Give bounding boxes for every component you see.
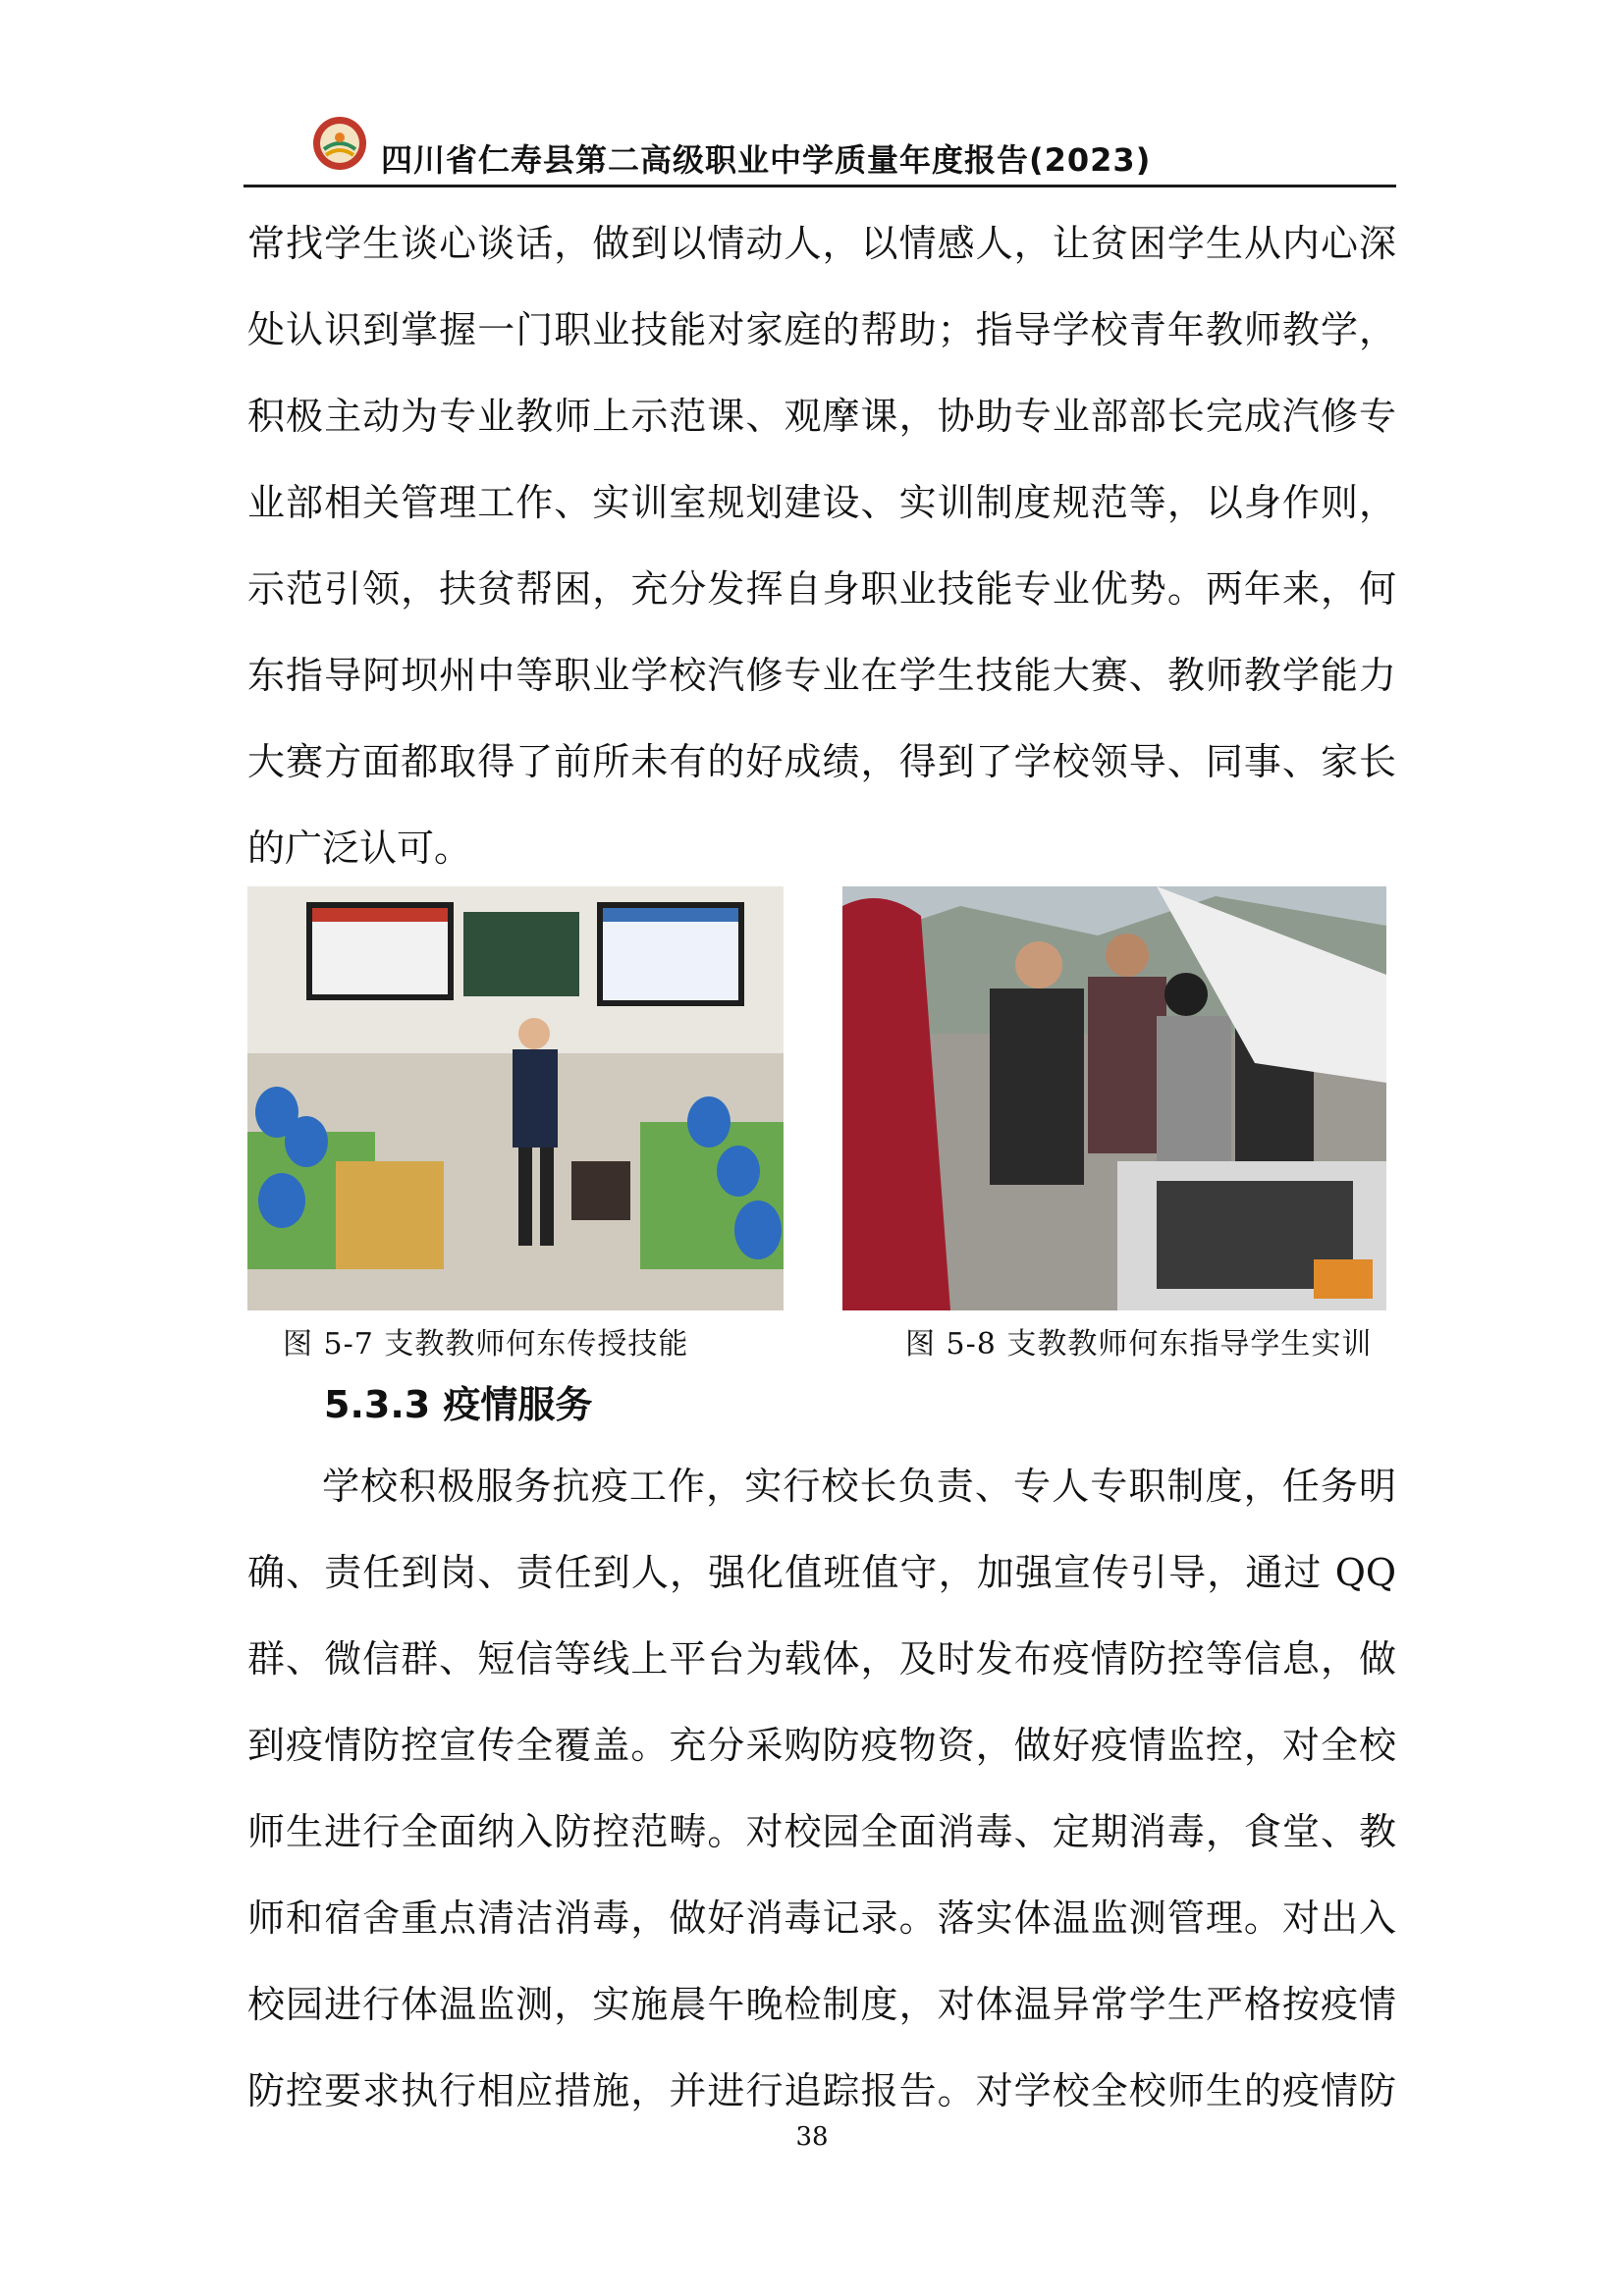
text-line: 的广泛认可。 bbox=[247, 827, 472, 870]
car-training-photo bbox=[842, 886, 1386, 1310]
text-line: 师和宿舍重点清洁消毒，做好消毒记录。落实体温监测管理。对出入 bbox=[247, 1896, 1396, 1940]
text-line: 示范引领，扶贫帮困，充分发挥自身职业技能专业优势。两年来，何 bbox=[247, 567, 1396, 611]
text-line: 防控要求执行相应措施，并进行追踪报告。对学校全校师生的疫情防 bbox=[247, 2069, 1396, 2112]
section-heading: 5.3.3 疫情服务 bbox=[324, 1383, 593, 1426]
page-number: 38 bbox=[795, 2122, 829, 2152]
text-line: 师生进行全面纳入防控范畴。对校园全面消毒、定期消毒，食堂、教 bbox=[247, 1810, 1396, 1853]
classroom-photo bbox=[247, 886, 784, 1310]
body-paragraph-bottom bbox=[247, 1443, 1396, 2134]
text-line: 大赛方面都取得了前所未有的好成绩，得到了学校领导、同事、家长 bbox=[247, 740, 1396, 783]
header-divider bbox=[244, 185, 1396, 187]
text-line: 处认识到掌握一门职业技能对家庭的帮助；指导学校青年教师教学， bbox=[247, 308, 1396, 351]
report-title: 四川省仁寿县第二高级职业中学质量年度报告(2023) bbox=[381, 141, 1152, 179]
text-line: 东指导阿坝州中等职业学校汽修专业在学生技能大赛、教师教学能力 bbox=[247, 654, 1396, 697]
text-line: 积极主动为专业教师上示范课、观摩课，协助专业部部长完成汽修专 bbox=[247, 395, 1396, 438]
text-line: 群、微信群、短信等线上平台为载体，及时发布疫情防控等信息，做 bbox=[247, 1637, 1396, 1681]
text-line: 到疫情防控宣传全覆盖。充分采购防疫物资，做好疫情监控，对全校 bbox=[247, 1724, 1396, 1767]
body-paragraph-top bbox=[247, 200, 1396, 891]
text-line: 学校积极服务抗疫工作，实行校长负责、专人专职制度，任务明 bbox=[322, 1465, 1396, 1508]
text-line: 确、责任到岗、责任到人，强化值班值守，加强宣传引导，通过 QQ bbox=[247, 1551, 1396, 1594]
text-line: 业部相关管理工作、实训室规划建设、实训制度规范等，以身作则， bbox=[247, 481, 1396, 524]
figure-caption-left: 图 5-7 支教教师何东传授技能 bbox=[283, 1327, 689, 1362]
figure-caption-right: 图 5-8 支教教师何东指导学生实训 bbox=[905, 1327, 1373, 1362]
school-logo bbox=[312, 116, 367, 171]
text-line: 校园进行体温监测，实施晨午晚检制度，对体温异常学生严格按疫情 bbox=[247, 1983, 1396, 2026]
page-header bbox=[244, 110, 1396, 188]
text-line: 常找学生谈心谈话，做到以情动人，以情感人，让贫困学生从内心深 bbox=[247, 222, 1396, 265]
